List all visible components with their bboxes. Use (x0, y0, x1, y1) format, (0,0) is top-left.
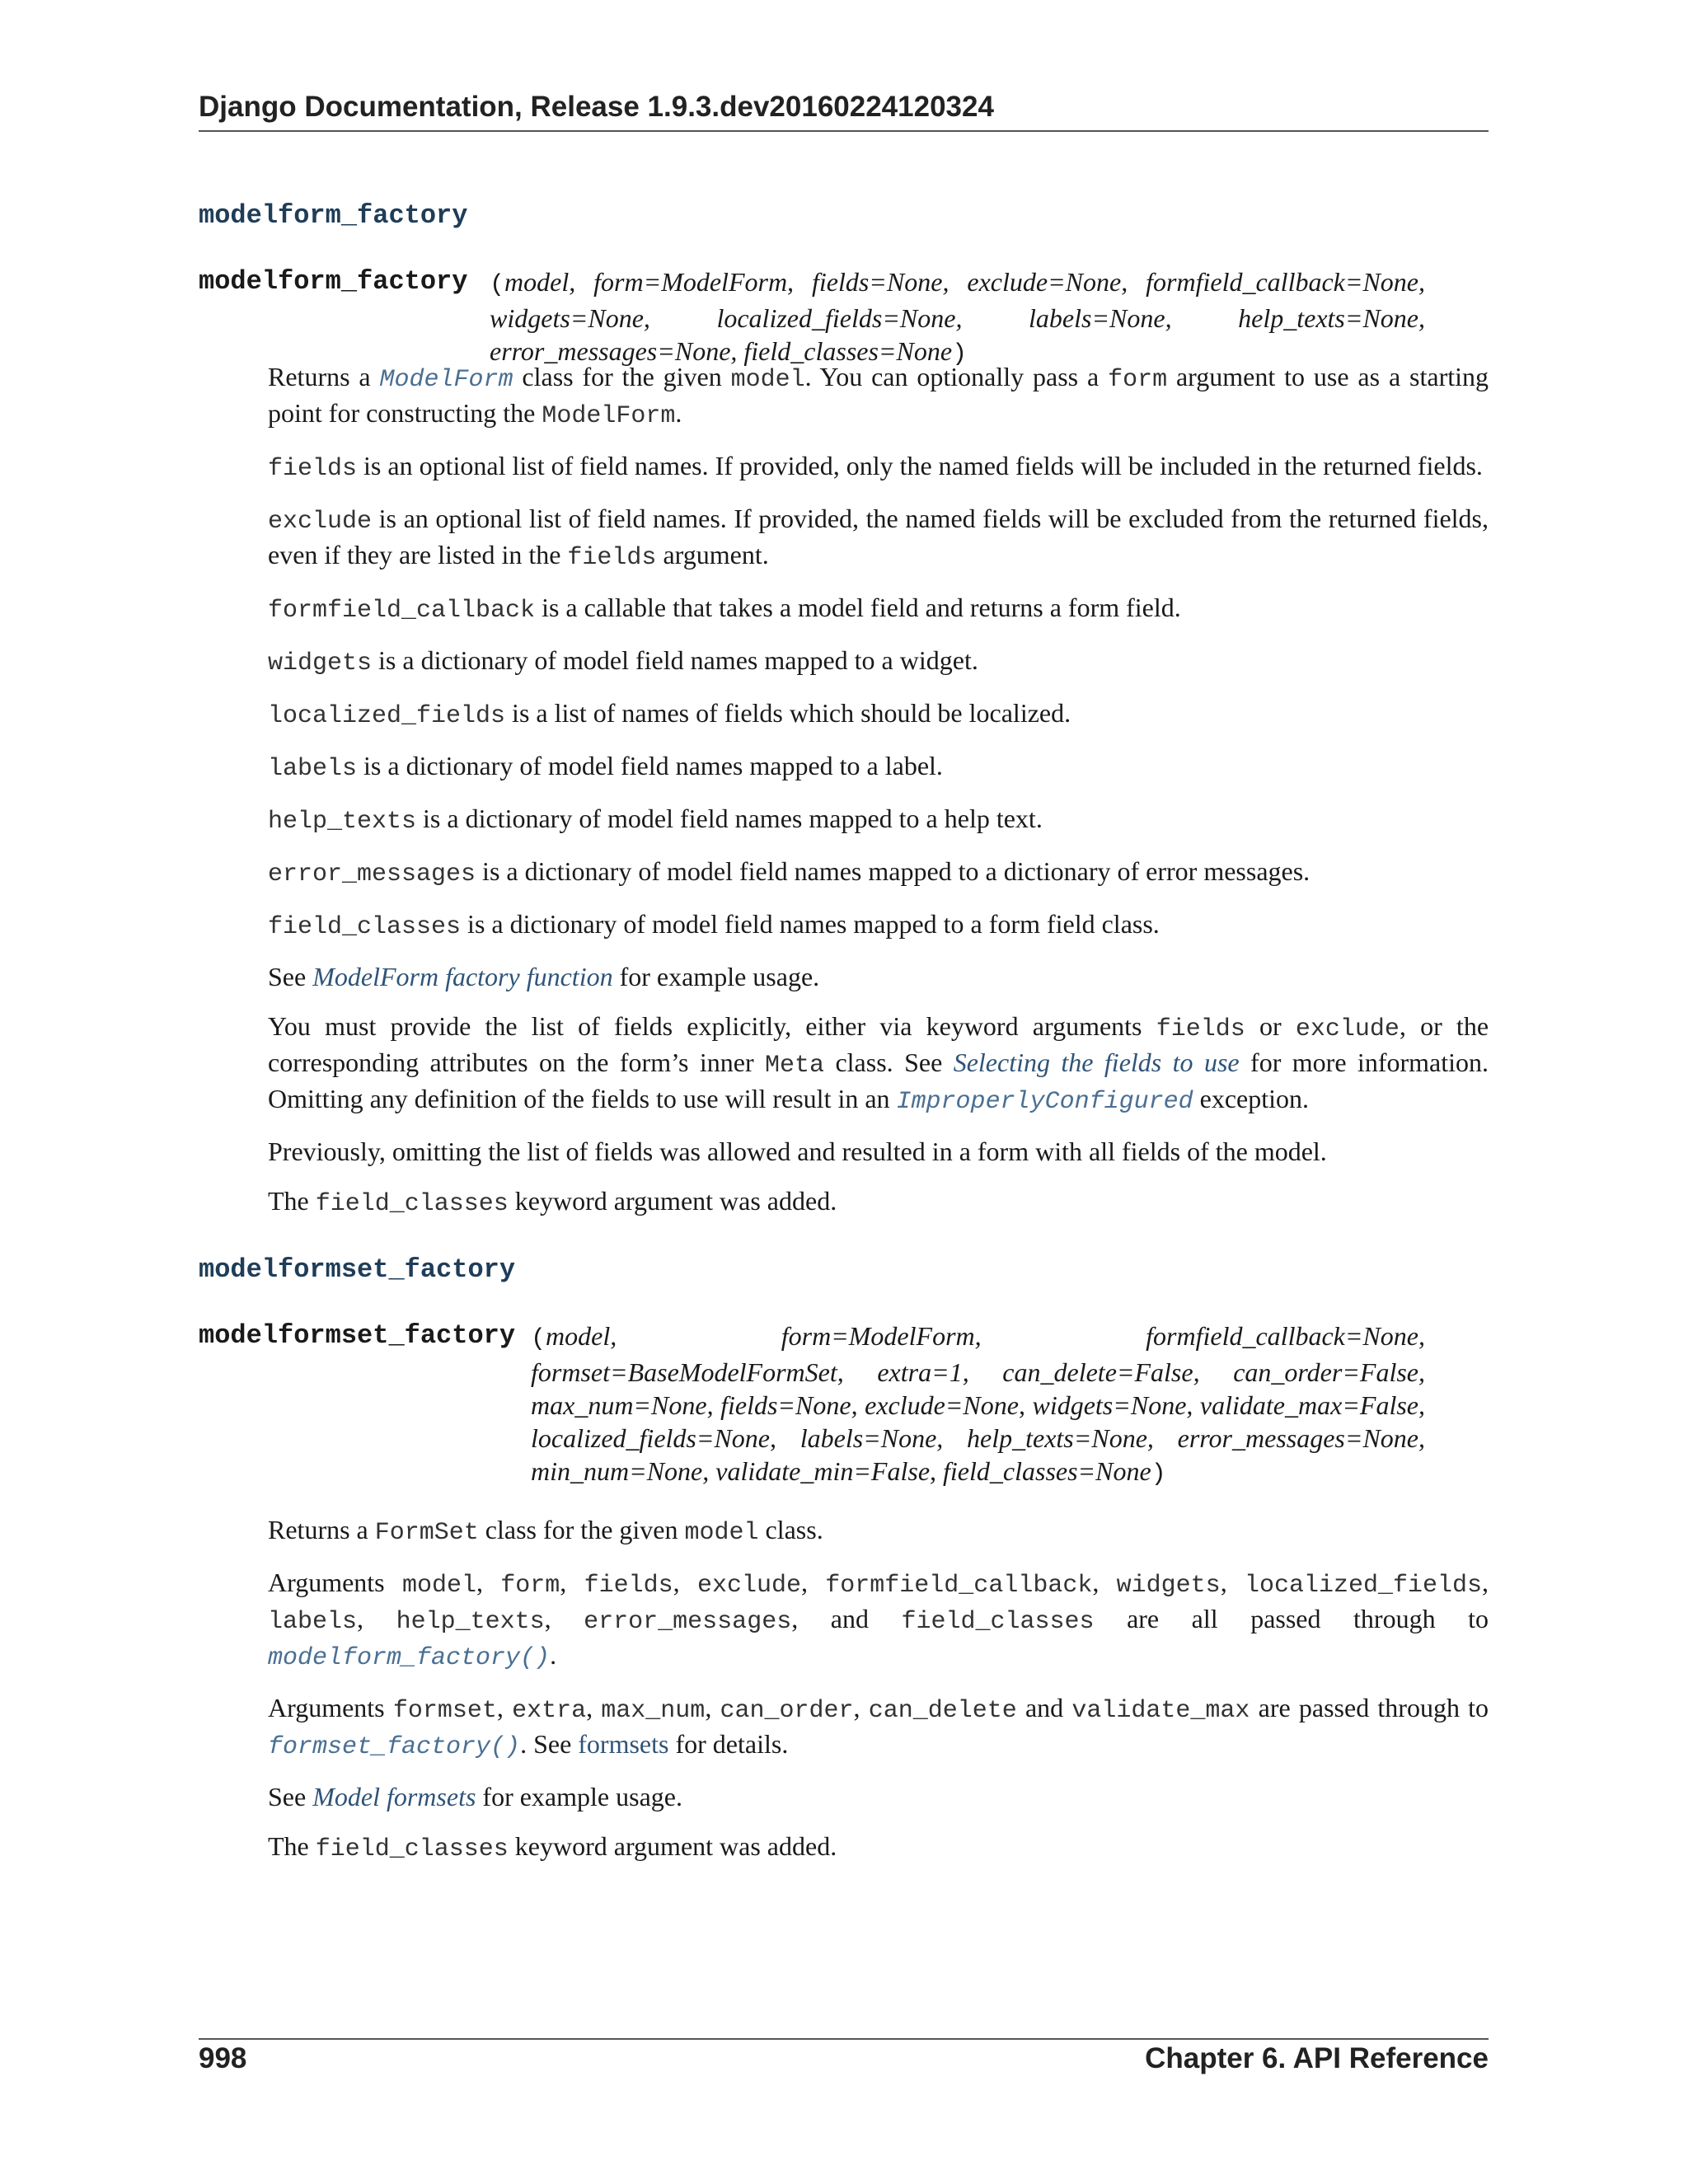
modelform-link[interactable]: ModelForm (379, 366, 513, 394)
paragraph: help_texts is a dictionary of model field names mapped to a help text. (268, 804, 1043, 836)
header-divider (199, 130, 1489, 132)
paragraph: exclude is an optional list of field names. If provided, the named fields will be excluded from the returned fields, even if they are listed in the fields argument. (268, 504, 1489, 572)
paragraph: Returns a ModelForm class for the given model. You can optionally pass a form argument to use as a starting point for constructing the ModelForm. (268, 362, 1489, 430)
function-signature-modelform-factory (199, 265, 1489, 368)
improperly-configured-link[interactable]: ImproperlyConfigured (896, 1088, 1193, 1116)
paragraph: Returns a FormSet class for the given model class. (268, 1515, 823, 1547)
section-title-modelform-factory[interactable]: modelform_factory (199, 200, 468, 231)
paragraph: See ModelForm factory function for example usage. (268, 962, 820, 991)
function-signature-modelformset-factory (199, 1319, 1489, 1517)
function-name: modelform_factory (199, 266, 468, 297)
paragraph: localized_fields is a list of names of fields which should be localized. (268, 698, 1071, 730)
function-parameters: (model, form=ModelForm, fields=None, exclude=None, formfield_callback=None, widgets=None, localized_fields=None, labels=None, help_texts=None, error_messages=None, field_classes=None) (490, 267, 1425, 368)
paragraph: Arguments formset, extra, max_num, can_order, can_delete and validate_max are passed through to formset_factory(). See formsets for details. (268, 1693, 1489, 1761)
paragraph: error_messages is a dictionary of model field names mapped to a dictionary of error messages. (268, 856, 1311, 888)
formsets-link[interactable]: formsets (578, 1729, 669, 1759)
description-modelformset-factory (268, 1513, 1489, 1882)
paragraph: You must provide the list of fields explicitly, either via keyword arguments fields or exclude, or the corresponding attributes on the form’s inner Meta class. See Selecting the fields to use for more information. Omitting any definition of the fields to use will result in an ImproperlyConfigured exception. (268, 1011, 1489, 1116)
page-number: 998 (199, 2042, 247, 2074)
paragraph: The field_classes keyword argument was added. (268, 1186, 837, 1218)
chapter-title: Chapter 6. API Reference (1145, 2042, 1489, 2074)
paragraph: fields is an optional list of field names. If provided, only the named fields will be included in the returned fields. (268, 451, 1483, 483)
paragraph: Arguments model, form, fields, exclude, formfield_callback, widgets, localized_fields, labels, help_texts, error_messages, and field_classes are all passed through to modelform_factory(). (268, 1568, 1489, 1672)
footer-divider (199, 2038, 1489, 2040)
paragraph: formfield_callback is a callable that takes a model field and returns a form field. (268, 593, 1181, 625)
formset-factory-link[interactable]: formset_factory() (268, 1733, 521, 1761)
paragraph: widgets is a dictionary of model field names mapped to a widget. (268, 645, 978, 677)
paragraph: field_classes is a dictionary of model field names mapped to a form field class. (268, 909, 1160, 941)
function-parameters: (model, form=ModelForm, formfield_callback=None, formset=BaseModelFormSet, extra=1, can_delete=False, can_order=False, max_num=None, fields=None, exclude=None, widgets=None, validate_max=False, localized_fields=None, labels=None, help_texts=None, error_messages=None, min_num=None, validate_min=False, field_classes=None) (531, 1321, 1425, 1488)
paragraph: See Model formsets for example usage. (268, 1782, 682, 1811)
modelform-factory-function-link[interactable]: ModelForm factory function (312, 962, 613, 991)
paragraph: Previously, omitting the list of fields was allowed and resulted in a form with all fields of the model. (268, 1137, 1327, 1166)
function-name: modelformset_factory (199, 1320, 516, 1351)
description-modelform-factory (268, 360, 1489, 1237)
page-header-title: Django Documentation, Release 1.9.3.dev20160224120324 (199, 91, 994, 123)
model-formsets-link[interactable]: Model formsets (312, 1782, 476, 1811)
paragraph: The field_classes keyword argument was added. (268, 1831, 837, 1863)
selecting-fields-link[interactable]: Selecting the fields to use (953, 1047, 1240, 1077)
paragraph: labels is a dictionary of model field names mapped to a label. (268, 751, 943, 783)
modelform-factory-link[interactable]: modelform_factory() (268, 1644, 551, 1672)
section-title-modelformset-factory[interactable]: modelformset_factory (199, 1254, 516, 1285)
